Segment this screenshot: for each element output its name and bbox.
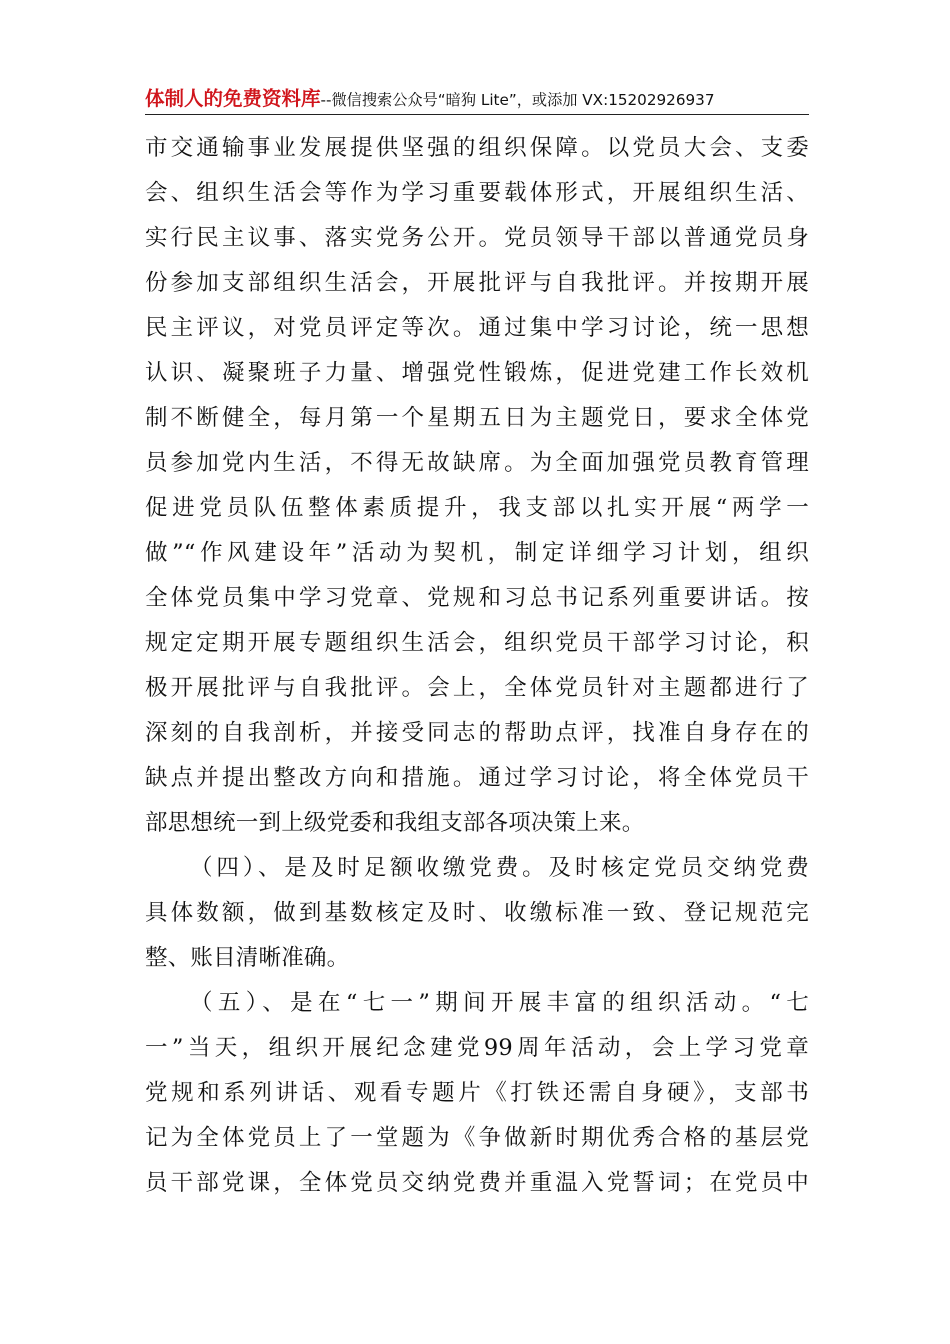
header-brand: 体制人的免费资料库 bbox=[145, 87, 321, 110]
text-line: 全体党员集中学习党章、党规和习总书记系列重要讲话。按 bbox=[145, 585, 809, 611]
text-line: 民主评议，对党员评定等次。通过集中学习讨论，统一思想 bbox=[145, 315, 809, 341]
text-line: 具体数额，做到基数核定及时、收缴标准一致、登记规范完 bbox=[145, 900, 809, 926]
page-header bbox=[145, 83, 809, 113]
text-line: 认识、凝聚班子力量、增强党性锻炼，促进党建工作长效机 bbox=[145, 360, 809, 386]
text-line: 深刻的自我剖析，并接受同志的帮助点评，找准自身存在的 bbox=[145, 720, 809, 746]
text-line: 记为全体党员上了一堂题为《争做新时期优秀合格的基层党 bbox=[145, 1125, 809, 1151]
text-line: 实行民主议事、落实党务公开。党员领导干部以普通党员身 bbox=[145, 225, 809, 251]
text-line: 整、账目清晰准确。 bbox=[145, 945, 350, 971]
paragraph-heading-4: （四）、是及时足额收缴党费。及时核定党员交纳党费 bbox=[190, 855, 809, 881]
text-line: 缺点并提出整改方向和措施。通过学习讨论，将全体党员干 bbox=[145, 765, 809, 791]
header-note: --微信搜索公众号“暗狗 Lite”，或添加 VX:15202926937 bbox=[320, 91, 715, 109]
text-line: 会、组织生活会等作为学习重要载体形式，开展组织生活、 bbox=[145, 180, 809, 206]
text-line: 一”当天，组织开展纪念建党99周年活动，会上学习党章 bbox=[145, 1035, 809, 1061]
text-line: 规定定期开展专题组织生活会，组织党员干部学习讨论，积 bbox=[145, 630, 809, 656]
paragraph-heading-5: （五）、是在“七一”期间开展丰富的组织活动。“七 bbox=[190, 990, 809, 1016]
document-body bbox=[145, 126, 809, 1206]
header-divider bbox=[145, 114, 809, 115]
text-line: 份参加支部组织生活会，开展批评与自我批评。并按期开展 bbox=[145, 270, 809, 296]
text-line: 员干部党课，全体党员交纳党费并重温入党誓词；在党员中 bbox=[145, 1170, 809, 1196]
text-line: 制不断健全，每月第一个星期五日为主题党日，要求全体党 bbox=[145, 405, 809, 431]
text-line: 市交通输事业发展提供坚强的组织保障。以党员大会、支委 bbox=[145, 135, 809, 161]
text-line: 做”“作风建设年”活动为契机，制定详细学习计划，组织 bbox=[145, 540, 809, 566]
text-line: 员参加党内生活，不得无故缺席。为全面加强党员教育管理 bbox=[145, 450, 809, 476]
text-line: 极开展批评与自我批评。会上，全体党员针对主题都进行了 bbox=[145, 675, 809, 701]
text-line: 促进党员队伍整体素质提升，我支部以扎实开展“两学一 bbox=[145, 495, 809, 521]
text-line: 部思想统一到上级党委和我组支部各项决策上来。 bbox=[145, 810, 645, 836]
text-line: 党规和系列讲话、观看专题片《打铁还需自身硬》，支部书 bbox=[145, 1080, 809, 1106]
